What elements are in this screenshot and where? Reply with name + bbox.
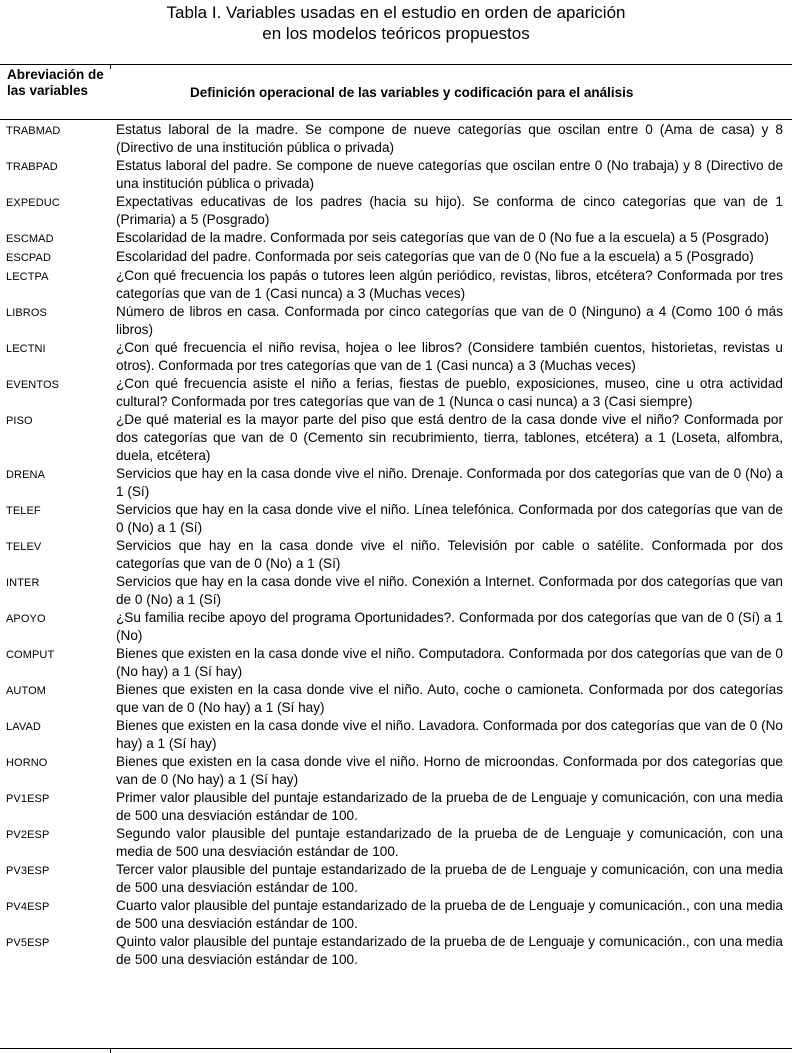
variable-abbreviation: PV4ESP bbox=[6, 901, 50, 913]
variable-abbreviation: EVENTOS bbox=[6, 379, 60, 391]
variable-definition: Bienes que existen en la casa donde vive el niño. Lavadora. Conformada por dos categorías que van de 0 (No hay) a 1 (Sí hay) bbox=[116, 718, 783, 751]
variable-definition: Tercer valor plausible del puntaje estandarizado de la prueba de de Lenguaje y comunicación, con una media de 500 una desviación estándar de 100. bbox=[116, 862, 783, 895]
variable-abbreviation: TRABMAD bbox=[6, 125, 61, 137]
variable-definition: Escolaridad del padre. Conformada por seis categorías que van de 0 (No fue a la escuela) a 5 (Posgrado) bbox=[116, 249, 754, 264]
variable-abbreviation: LIBROS bbox=[6, 307, 47, 319]
variable-definition: Bienes que existen en la casa donde vive el niño. Computadora. Conformada por dos categorías que van de 0 (No hay) a 1 (Sí hay) bbox=[116, 646, 783, 679]
variable-definition: ¿Con qué frecuencia los papás o tutores leen algún periódico, revistas, libros, etcétera? Conformada por tres categorías que van de 1 (Casi nunca) a 3 (Muchas veces) bbox=[116, 268, 783, 301]
variable-definition: Bienes que existen en la casa donde vive el niño. Horno de microondas. Conformada por dos categorías que van de 0 (No hay) a 1 (Sí hay) bbox=[116, 754, 783, 787]
table-row bbox=[0, 267, 792, 303]
table-row bbox=[0, 897, 792, 933]
header-abbreviation: Abreviación de las variables bbox=[7, 67, 104, 98]
variable-abbreviation: PISO bbox=[6, 415, 33, 427]
variable-definition: Bienes que existen en la casa donde vive el niño. Auto, coche o camioneta. Conformada por dos categorías que van de 0 (No hay) a 1 (Sí hay) bbox=[116, 682, 783, 715]
variable-definition: ¿Con qué frecuencia el niño revisa, hojea o lee libros? (Considere también cuentos, historietas, revistas u otros). Conformada por tres categorías que van de 1 (Casi nunca) a 3 (Muchas veces) bbox=[116, 340, 783, 373]
table-row bbox=[0, 609, 792, 645]
table-row bbox=[0, 248, 792, 267]
table-row bbox=[0, 645, 792, 681]
variable-abbreviation: TRABPAD bbox=[6, 161, 58, 173]
table-row bbox=[0, 121, 792, 157]
variable-abbreviation: PV5ESP bbox=[6, 937, 50, 949]
variable-abbreviation: PV2ESP bbox=[6, 829, 50, 841]
table-row bbox=[0, 717, 792, 753]
variable-abbreviation: ESCPAD bbox=[6, 252, 52, 264]
table-row bbox=[0, 501, 792, 537]
variable-abbreviation: LECTNI bbox=[6, 343, 46, 355]
variable-abbreviation: HORNO bbox=[6, 757, 48, 769]
variable-abbreviation: PV3ESP bbox=[6, 865, 50, 877]
table-body bbox=[0, 121, 792, 969]
variable-abbreviation: INTER bbox=[6, 577, 40, 589]
table-row bbox=[0, 861, 792, 897]
variable-abbreviation: ESCMAD bbox=[6, 233, 54, 245]
variable-abbreviation: LECTPA bbox=[6, 271, 49, 283]
variable-definition: Servicios que hay en la casa donde vive el niño. Drenaje. Conformada por dos categorías que van de 0 (No) a 1 (Sí) bbox=[116, 466, 783, 499]
table-row bbox=[0, 681, 792, 717]
variable-definition: Estatus laboral de la madre. Se compone de nueve categorías que oscilan entre 0 (Ama de casa) y 8 (Directivo de una institución pública o privada) bbox=[116, 122, 783, 155]
variable-abbreviation: DRENA bbox=[6, 469, 46, 481]
table-row bbox=[0, 825, 792, 861]
table-row bbox=[0, 303, 792, 339]
variable-definition: Estatus laboral del padre. Se compone de nueve categorías que oscilan entre 0 (No trabaja) y 8 (Directivo de una institución pública o privada) bbox=[116, 158, 783, 191]
variable-definition: Servicios que hay en la casa donde vive el niño. Televisión por cable o satélite. Conformada por dos categorías que van de 0 (No) a 1 (Sí) bbox=[116, 538, 783, 571]
table-row bbox=[0, 465, 792, 501]
header-definition: Definición operacional de las variables y codificación para el análisis bbox=[190, 85, 634, 100]
variable-definition: Expectativas educativas de los padres (hacia su hijo). Se conforma de cinco categorías que van de 1 (Primaria) a 5 (Posgrado) bbox=[116, 194, 783, 227]
variable-abbreviation: APOYO bbox=[6, 613, 46, 625]
table-row bbox=[0, 537, 792, 573]
table-row bbox=[0, 933, 792, 969]
header-bottom-rule bbox=[0, 119, 792, 120]
table-row bbox=[0, 753, 792, 789]
variable-definition: Cuarto valor plausible del puntaje estandarizado de la prueba de de Lenguaje y comunicación., con una media de 500 una desviación estándar de 100. bbox=[116, 898, 783, 931]
variable-abbreviation: AUTOM bbox=[6, 685, 47, 697]
variable-definition: Servicios que hay en la casa donde vive el niño. Línea telefónica. Conformada por dos categorías que van de 0 (No) a 1 (Sí) bbox=[116, 502, 783, 535]
table-title-line-2: en los modelos teóricos propuestos bbox=[262, 24, 530, 43]
table-row bbox=[0, 573, 792, 609]
table-row bbox=[0, 339, 792, 375]
variable-definition: Primer valor plausible del puntaje estandarizado de la prueba de de Lenguaje y comunicación, con una media de 500 una desviación estándar de 100. bbox=[116, 790, 783, 823]
table-row bbox=[0, 229, 792, 248]
variable-definition: Quinto valor plausible del puntaje estandarizado de la prueba de de Lenguaje y comunicación., con una media de 500 una desviación estándar de 100. bbox=[116, 934, 783, 967]
variable-abbreviation: LAVAD bbox=[6, 721, 41, 733]
table-bottom-rule bbox=[0, 1048, 792, 1049]
variable-definition: Servicios que hay en la casa donde vive el niño. Conexión a Internet. Conformada por dos categorías que van de 0 (No) a 1 (Sí) bbox=[116, 574, 783, 607]
variable-abbreviation: TELEV bbox=[6, 541, 42, 553]
column-divider-tick-bottom bbox=[110, 1049, 111, 1053]
variable-definition: Escolaridad de la madre. Conformada por seis categorías que van de 0 (No fue a la escuela) a 5 (Posgrado) bbox=[116, 230, 769, 245]
table-row bbox=[0, 375, 792, 411]
variable-definition: ¿Su familia recibe apoyo del programa Oportunidades?. Conformada por dos categorías que van de 0 (Sí) a 1 (No) bbox=[116, 610, 783, 643]
variable-abbreviation: EXPEDUC bbox=[6, 197, 60, 209]
variable-definition: ¿De qué material es la mayor parte del piso que está dentro de la casa donde vive el niño? Conformada por dos categorías que van de 0 (Cemento sin recubrimiento, tierra, tablones, etcétera) a 1 (Loseta, alfombra, duela, etcétera) bbox=[116, 412, 783, 463]
table-top-rule bbox=[0, 64, 792, 65]
table-title-line-1: Tabla I. Variables usadas en el estudio en orden de aparición bbox=[166, 3, 626, 22]
table-header bbox=[0, 67, 792, 119]
variable-abbreviation: PV1ESP bbox=[6, 793, 50, 805]
variable-definition: Número de libros en casa. Conformada por cinco categorías que van de 0 (Ninguno) a 4 (Como 100 ó más libros) bbox=[116, 304, 783, 337]
variable-abbreviation: TELEF bbox=[6, 505, 41, 517]
table-row bbox=[0, 157, 792, 193]
variable-definition: Segundo valor plausible del puntaje estandarizado de la prueba de de Lenguaje y comunicación, con una media de 500 una desviación estándar de 100. bbox=[116, 826, 783, 859]
table-title bbox=[0, 2, 792, 44]
variable-definition: ¿Con qué frecuencia asiste el niño a ferias, fiestas de pueblo, exposiciones, museo, cine u otra actividad cultural? Conformada por tres categorías que van de 1 (Nunca o casi nunca) a 3 (Casi siempre) bbox=[116, 376, 783, 409]
table-row bbox=[0, 411, 792, 465]
table-row bbox=[0, 789, 792, 825]
table-row bbox=[0, 193, 792, 229]
variable-abbreviation: COMPUT bbox=[6, 649, 55, 661]
